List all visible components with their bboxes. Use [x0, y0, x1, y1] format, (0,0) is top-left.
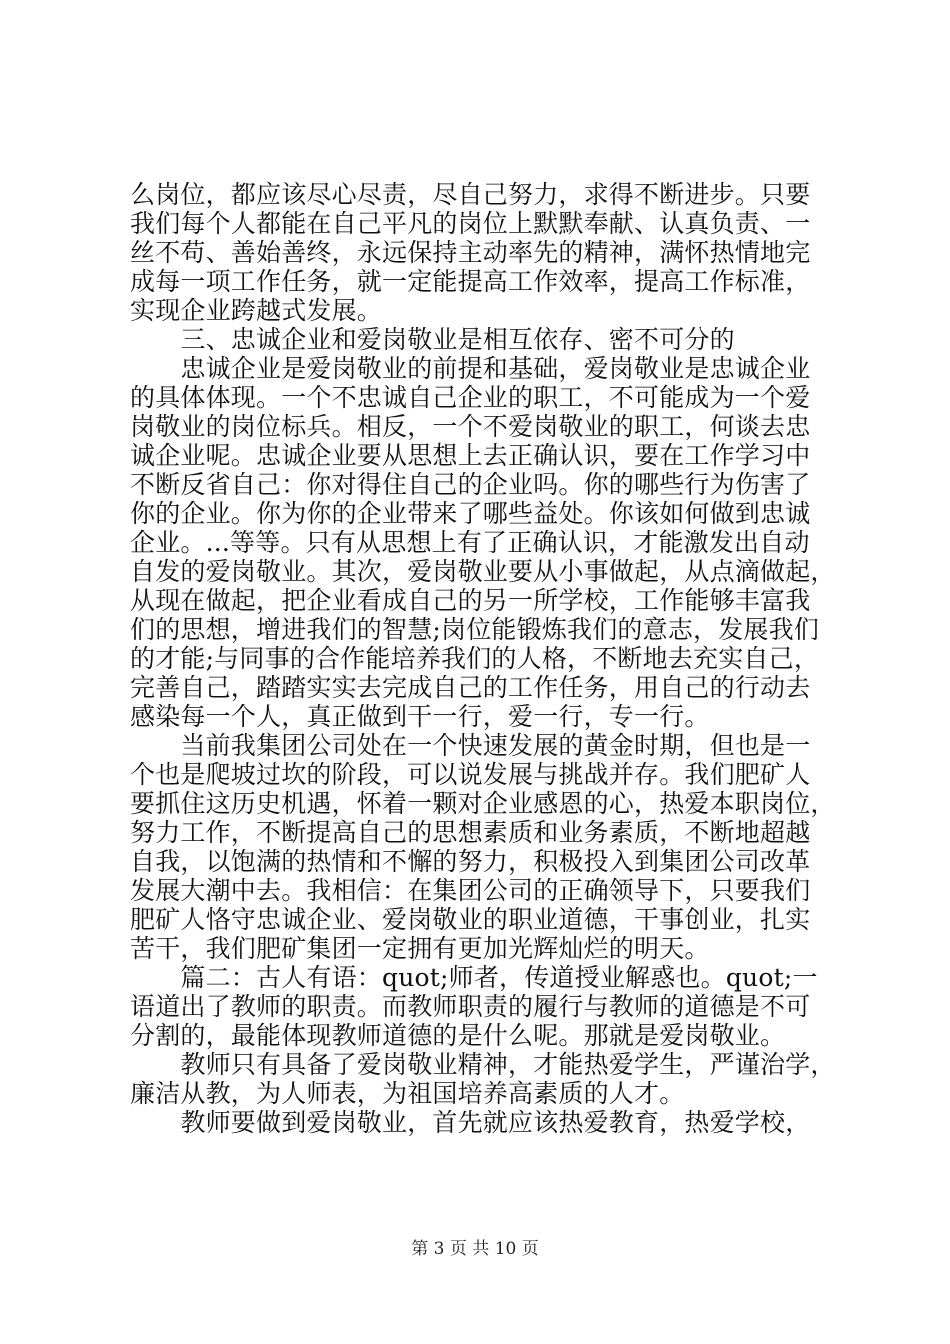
text-line: 要抓住这历史机遇，怀着一颗对企业感恩的心，热爱本职岗位，: [130, 789, 836, 818]
text-line: 教师只有具备了爱岗敬业精神，才能热爱学生，严谨治学，: [130, 1050, 836, 1079]
text-line: 诚企业呢。忠诚企业要从思想上去正确认识，要在工作学习中: [130, 441, 811, 470]
text-line: 篇二：古人有语：quot;师者，传道授业解惑也。quot;一: [130, 963, 818, 992]
text-line: 苦干，我们肥矿集团一定拥有更加光辉灿烂的明天。: [130, 934, 710, 963]
text-line: 自发的爱岗敬业。其次，爱岗敬业要从小事做起，从点滴做起，: [130, 557, 836, 586]
text-line: 的才能;与同事的合作能培养我们的人格，不断地去充实自己，: [130, 644, 820, 673]
text-line: 我们每个人都能在自己平凡的岗位上默默奉献、认真负责、一: [130, 209, 811, 238]
text-line: 廉洁从教，为人师表，为祖国培养高素质的人才。: [130, 1079, 685, 1108]
text-line: 发展大潮中去。我相信：在集团公司的正确领导下，只要我们: [130, 876, 811, 905]
text-line: 自我，以饱满的热情和不懈的努力，积极投入到集团公司改革: [130, 847, 811, 876]
text-line: 你的企业。你为你的企业带来了哪些益处。你该如何做到忠诚: [130, 499, 811, 528]
text-line: 当前我集团公司处在一个快速发展的黄金时期，但也是一: [130, 731, 811, 760]
text-line: 分割的，最能体现教师道德的是什么呢。那就是爱岗敬业。: [130, 1021, 786, 1050]
text-line: 实现企业跨越式发展。: [130, 296, 383, 325]
page-number-footer: 第 3 页 共 10 页: [411, 1239, 539, 1259]
text-line: 从现在做起，把企业看成自己的另一所学校，工作能够丰富我: [130, 586, 811, 615]
text-line: 肥矿人恪守忠诚企业、爱岗敬业的职业道德，干事创业，扎实: [130, 905, 811, 934]
text-line: 教师要做到爱岗敬业，首先就应该热爱教育，热爱学校，: [130, 1108, 811, 1137]
body-text: [130, 180, 836, 1137]
text-line: 成每一项工作任务，就一定能提高工作效率，提高工作标准，: [130, 267, 811, 296]
text-line: 么岗位，都应该尽心尽责，尽自己努力，求得不断进步。只要: [130, 180, 811, 209]
text-line: 企业。...等等。只有从思想上有了正确认识，才能激发出自动: [130, 528, 810, 557]
text-line: 岗敬业的岗位标兵。相反，一个不爱岗敬业的职工，何谈去忠: [130, 412, 811, 441]
text-line: 的具体体现。一个不忠诚自己企业的职工，不可能成为一个爱: [130, 383, 811, 412]
text-line: 丝不苟、善始善终，永远保持主动率先的精神，满怀热情地完: [130, 238, 811, 267]
text-line: 语道出了教师的职责。而教师职责的履行与教师的道德是不可: [130, 992, 811, 1021]
text-line: 忠诚企业是爱岗敬业的前提和基础，爱岗敬业是忠诚企业: [130, 354, 811, 383]
text-line: 努力工作，不断提高自己的思想素质和业务素质，不断地超越: [130, 818, 811, 847]
text-line: 个也是爬坡过坎的阶段，可以说发展与挑战并存。我们肥矿人: [130, 760, 811, 789]
text-line: 们的思想，增进我们的智慧;岗位能锻炼我们的意志，发展我们: [130, 615, 820, 644]
text-line: 完善自己，踏踏实实去完成自己的工作任务，用自己的行动去: [130, 673, 811, 702]
section-heading: 三、忠诚企业和爱岗敬业是相互依存、密不可分的: [130, 325, 735, 354]
text-line: 不断反省自己：你对得住自己的企业吗。你的哪些行为伤害了: [130, 470, 811, 499]
text-line: 感染每一个人，真正做到干一行，爱一行，专一行。: [130, 702, 710, 731]
